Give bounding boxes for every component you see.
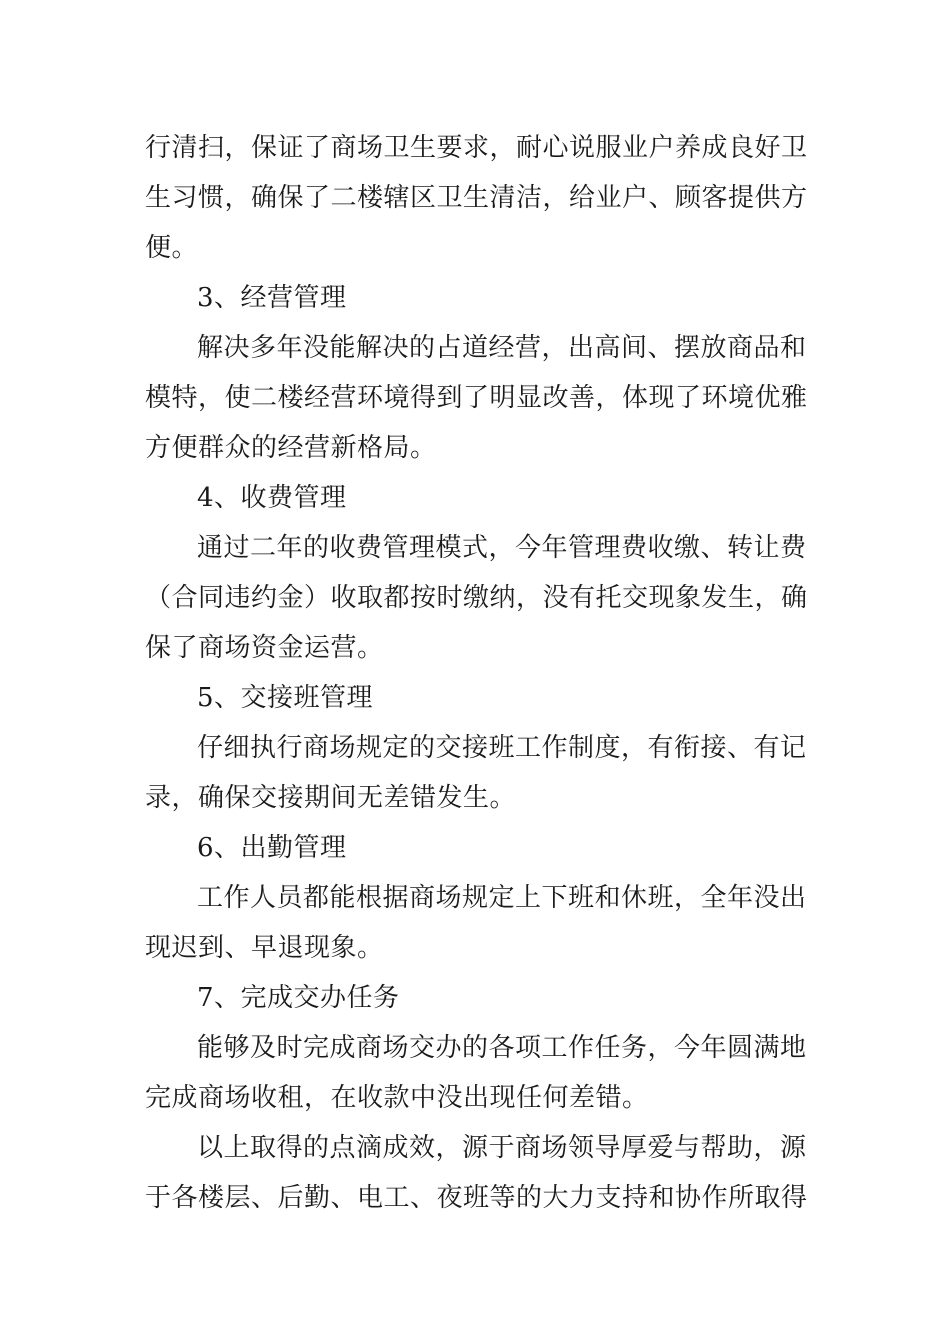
text-line: 解决多年没能解决的占道经营，出高间、摆放商品和	[197, 333, 807, 363]
section-heading-business: 3、经营管理	[197, 283, 347, 313]
text-line: 模特，使二楼经营环境得到了明显改善，体现了环境优雅	[145, 383, 808, 413]
text-line: （合同违约金）收取都按时缴纳，没有托交现象发生，确	[145, 583, 808, 613]
section-heading-fees: 4、收费管理	[197, 483, 347, 513]
text-line: 现迟到、早退现象。	[145, 933, 384, 963]
section-heading-attendance: 6、出勤管理	[197, 833, 347, 863]
text-line: 行清扫，保证了商场卫生要求，耐心说服业户养成良好卫	[145, 133, 808, 163]
text-line: 能够及时完成商场交办的各项工作任务，今年圆满地	[197, 1033, 807, 1063]
text-line: 以上取得的点滴成效，源于商场领导厚爱与帮助，源	[197, 1133, 807, 1163]
text-line: 生习惯，确保了二楼辖区卫生清洁，给业户、顾客提供方	[145, 183, 808, 213]
text-line: 方便群众的经营新格局。	[145, 433, 437, 463]
text-line: 仔细执行商场规定的交接班工作制度，有衔接、有记	[197, 733, 807, 763]
document-body	[145, 126, 813, 1226]
text-line: 便。	[145, 233, 199, 263]
text-line: 保了商场资金运营。	[145, 633, 384, 663]
section-heading-assigned-tasks: 7、完成交办任务	[197, 983, 400, 1013]
section-heading-shift-handover: 5、交接班管理	[197, 683, 374, 713]
text-line: 完成商场收租，在收款中没出现任何差错。	[145, 1083, 649, 1113]
text-line: 通过二年的收费管理模式，今年管理费收缴、转让费	[197, 533, 807, 563]
text-line: 工作人员都能根据商场规定上下班和休班，全年没出	[197, 883, 807, 913]
text-line: 录，确保交接期间无差错发生。	[145, 783, 517, 813]
text-line: 于各楼层、后勤、电工、夜班等的大力支持和协作所取得	[145, 1183, 808, 1213]
